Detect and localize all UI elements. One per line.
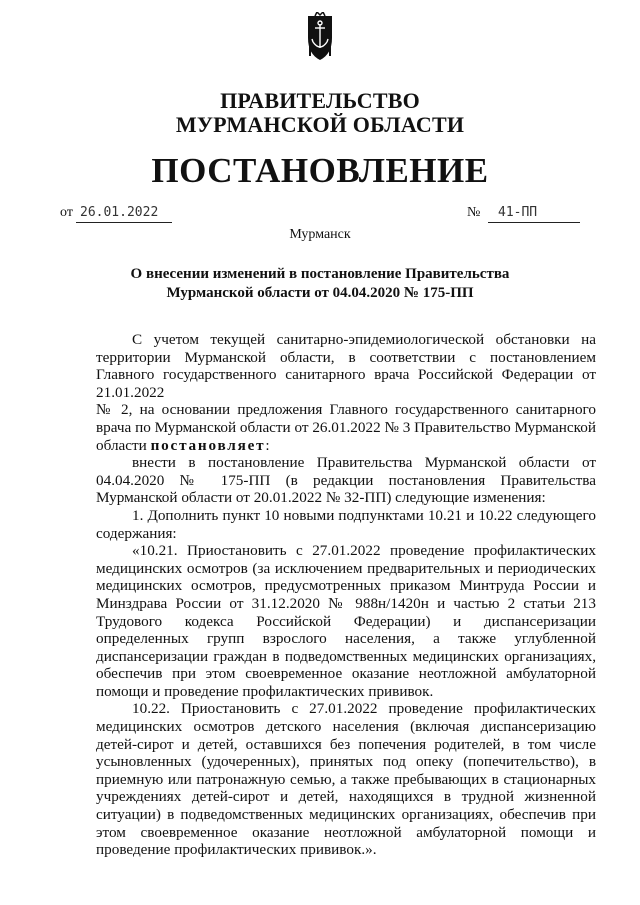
paragraph-10-21: «10.21. Приостановить с 27.01.2022 проведение профилактических медицинских осмотров (за исключением предварительных и периодических медицинских осмотров, предусмотренных приказом Минтруда России и Минздрава России от 31.12.2020 № 988н/1420н и частью 2 статьи 213 Трудового кодекса Российской Федерации) и диспансеризации определенных групп взрослого населения, а также углубленной диспансеризации граждан в подведомственных медицинских организациях, обеспечив при этом своевременное оказание неотложной амбулаторной помощи и проведение профилактических прививок. <box>96 542 596 700</box>
paragraph-preamble: С учетом текущей санитарно-эпидемиологической обстановки на территории Мурманской области, в соответствии с постановлением Главного государственного санитарного врача Российской Федерации от 21.01.2022 <box>96 331 596 401</box>
document-body <box>96 331 596 859</box>
subject-line2: Мурманской области от 04.04.2020 № 175-ПП <box>166 285 474 301</box>
paragraph-basis <box>96 401 596 454</box>
date-value: 26.01.2022 <box>76 204 172 223</box>
number-value: 41-ПП <box>488 204 580 223</box>
subject-line1: О внесении изменений в постановление Правительства <box>130 266 510 282</box>
coat-of-arms-icon <box>302 12 338 62</box>
paragraph-item-1: 1. Дополнить пункт 10 новыми подпунктами 10.21 и 10.22 следующего содержания: <box>96 506 596 542</box>
basis-colon: : <box>265 436 270 454</box>
city-name: Мурманск <box>289 227 351 242</box>
paragraph-10-22: 10.22. Приостановить с 27.01.2022 проведение профилактических медицинских осмотров детского населения (включая диспансеризацию детей-сирот и детей, оставшихся без попечения родителей, в том числе усыновленных (удочеренных), принятых под опеку (попечительство), в приемную или патронажную семью, а также пребывающих в стационарных учреждениях детей-сирот и детей, находящихся в трудной жизненной ситуации) в подведомственных медицинских организациях, обеспечив при этом своевременное оказание неотложной амбулаторной помощи и проведение профилактических прививок.». <box>96 700 596 859</box>
basis-text: № 2, на основании предложения Главного государственного санитарного врача по Мурманской области от 26.01.2022 № 3 Правительство Мурманской области <box>96 401 596 454</box>
org-name-line2: МУРМАНСКОЙ ОБЛАСТИ <box>175 112 465 137</box>
org-name-line1: ПРАВИТЕЛЬСТВО <box>220 88 420 113</box>
document-type: ПОСТАНОВЛЕНИЕ <box>151 151 489 190</box>
paragraph-amend: внести в постановление Правительства Мурманской области от 04.04.2020 № 175-ПП (в редакции постановления Правительства Мурманской области от 20.01.2022 № 32-ПП) следующие изменения: <box>96 454 596 507</box>
document-subject <box>100 265 540 303</box>
number-prefix: № <box>467 205 481 220</box>
date-prefix: от <box>60 205 73 220</box>
decision-word: постановляет <box>150 436 266 454</box>
